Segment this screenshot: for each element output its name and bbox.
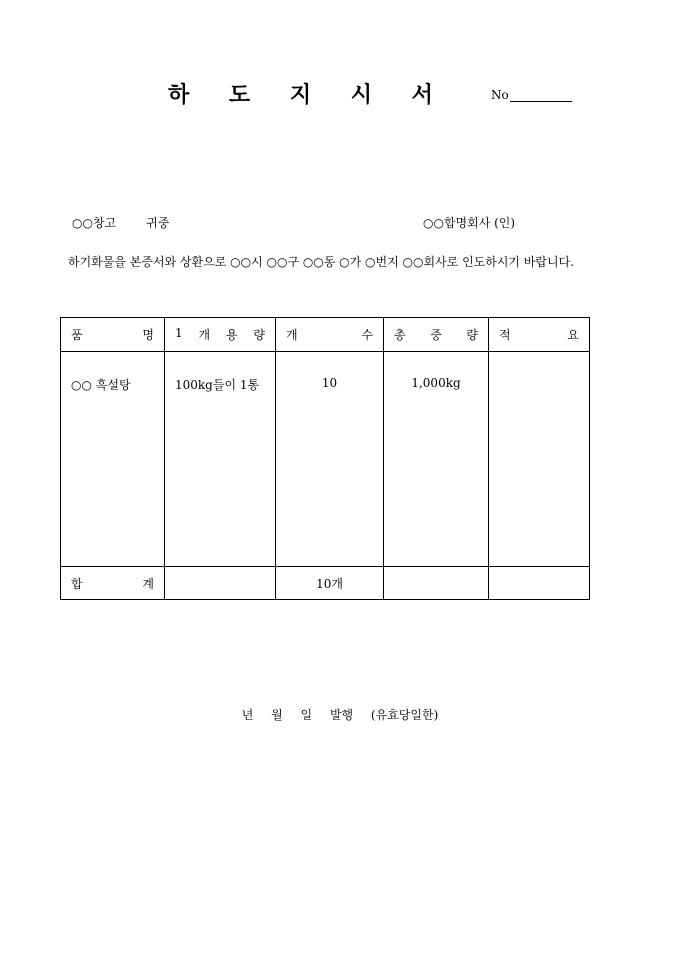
recipient xyxy=(72,214,169,231)
document-number-label: No xyxy=(491,88,509,102)
cell-item: ○○ 흑설탕 xyxy=(61,352,165,567)
header-count: 개 수 xyxy=(276,318,384,352)
cell-remarks xyxy=(489,352,590,567)
header-total-weight: 총 중 량 xyxy=(384,318,489,352)
document-number-blank xyxy=(510,89,572,102)
header-unit-capacity: 1 개 용 량 xyxy=(165,318,276,352)
total-unit-capacity xyxy=(165,567,276,600)
cargo-table xyxy=(60,317,590,600)
total-count: 10개 xyxy=(276,567,384,600)
header-remarks: 적 요 xyxy=(489,318,590,352)
document-title: 하 도 지 시 서 xyxy=(168,82,449,108)
table-row xyxy=(61,352,590,567)
recipient-name: ○○창고 xyxy=(72,216,117,230)
issue-date-line: 년 월 일 발행 (유효당일한) xyxy=(241,708,439,722)
header-item: 품 명 xyxy=(61,318,165,352)
total-label: 합 계 xyxy=(61,567,165,600)
sender: ○○합명회사 (인) xyxy=(423,216,516,230)
total-weight xyxy=(384,567,489,600)
cell-total-weight: 1,000kg xyxy=(384,352,489,567)
instruction-text: 하기화물을 본증서와 상환으로 ○○시 ○○구 ○○동 ○가 ○번지 ○○회사로 인도하시기 바랍니다. xyxy=(68,255,575,269)
table-total-row xyxy=(61,567,590,600)
table-header-row xyxy=(61,318,590,352)
recipient-honorific: 귀중 xyxy=(146,216,170,230)
total-remarks xyxy=(489,567,590,600)
document-number xyxy=(491,88,572,102)
cell-count: 10 xyxy=(276,352,384,567)
cell-unit-capacity: 100kg들이 1통 xyxy=(165,352,276,567)
